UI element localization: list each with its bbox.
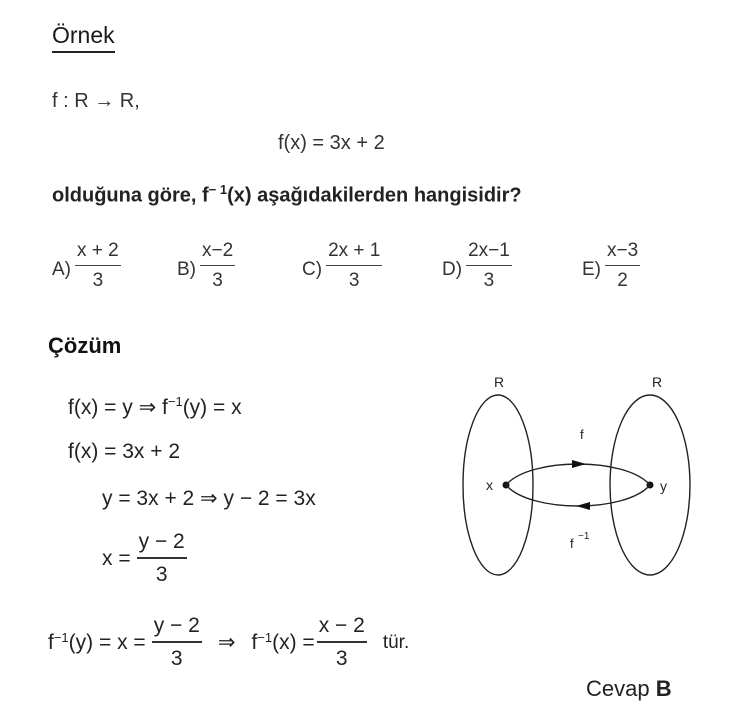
f-label: f — [580, 427, 584, 442]
line5-c: f — [251, 630, 258, 654]
f-arrowhead — [572, 460, 586, 468]
solution-heading: Çözüm — [48, 333, 122, 358]
option-c — [302, 240, 382, 292]
line4-numerator: y − 2 — [137, 530, 187, 559]
line5-sup2: −1 — [257, 630, 273, 645]
y-point-label: y — [660, 478, 667, 494]
line5-d: (x) = — [272, 630, 315, 654]
answer — [586, 676, 672, 702]
line5-denominator-2: 3 — [335, 647, 348, 670]
answer-prefix: Cevap — [586, 676, 650, 701]
finverse-arrowhead — [576, 502, 590, 510]
option-e — [582, 240, 640, 292]
option-denominator: 3 — [212, 270, 223, 291]
option-numerator: x + 2 — [75, 240, 121, 266]
option-denominator: 3 — [483, 270, 495, 291]
line4-fraction — [137, 530, 187, 587]
line5-arrow: ⇒ — [217, 631, 236, 654]
mapping-diagram — [450, 365, 710, 580]
option-denominator: 3 — [92, 270, 104, 291]
solution-line-5 — [48, 614, 409, 671]
finverse-label: f — [570, 536, 574, 551]
option-denominator: 2 — [617, 270, 628, 291]
line1-a: f(x) = y ⇒ f — [68, 396, 168, 419]
option-numerator: x−3 — [605, 240, 640, 266]
option-fraction — [326, 240, 382, 292]
left-set-label: R — [494, 374, 505, 390]
f-arrow-curve — [506, 464, 650, 485]
left-set-ellipse — [463, 395, 533, 575]
line5-a: f — [48, 630, 54, 654]
answer-letter: B — [655, 676, 672, 701]
line4-lhs: x = — [102, 546, 131, 570]
option-numerator: 2x + 1 — [326, 240, 382, 266]
example-title: Örnek — [52, 22, 115, 53]
option-d — [442, 240, 512, 292]
option-b — [177, 240, 235, 292]
finverse-arrow-curve — [506, 485, 650, 506]
line5-tail: tür. — [382, 631, 410, 653]
line4-denominator: 3 — [155, 563, 168, 586]
option-label: A) — [52, 259, 71, 280]
line5-b: (y) = x = — [68, 630, 146, 654]
line5-numerator-2: x − 2 — [317, 614, 367, 643]
question-pre: olduğuna göre, f — [52, 184, 209, 207]
solution-line-4 — [102, 530, 187, 587]
solution-line-3: y = 3x + 2 ⇒ y − 2 = 3x — [102, 487, 316, 510]
line5-fraction-1 — [152, 614, 202, 671]
option-label: B) — [177, 259, 196, 280]
line5-numerator-1: y − 2 — [152, 614, 202, 643]
option-fraction — [466, 240, 512, 292]
solution-line-1 — [68, 394, 242, 420]
option-denominator: 3 — [348, 270, 360, 291]
question-text — [52, 182, 522, 208]
line1-sup: −1 — [167, 394, 183, 409]
function-domain: f : R → R, — [52, 90, 140, 112]
question-post: (x) aşağıdakilerden hangisidir? — [227, 184, 522, 207]
option-a — [52, 240, 121, 292]
function-definition: f(x) = 3x + 2 — [278, 132, 385, 154]
option-label: E) — [582, 259, 601, 280]
line5-denominator-1: 3 — [170, 647, 183, 670]
option-label: C) — [302, 259, 323, 280]
line5-fraction-2 — [317, 614, 367, 671]
option-label: D) — [442, 259, 463, 280]
question-sup: − 1 — [208, 182, 228, 197]
finverse-sup: −1 — [578, 531, 590, 542]
option-fraction — [605, 240, 640, 292]
line5-sup1: −1 — [53, 630, 69, 645]
option-numerator: 2x−1 — [466, 240, 512, 266]
line1-b: (y) = x — [182, 396, 242, 419]
option-fraction — [75, 240, 121, 292]
option-numerator: x−2 — [200, 240, 235, 266]
option-fraction — [200, 240, 235, 292]
right-set-label: R — [652, 374, 663, 390]
x-point-label: x — [486, 477, 493, 493]
solution-line-2: f(x) = 3x + 2 — [68, 440, 181, 463]
